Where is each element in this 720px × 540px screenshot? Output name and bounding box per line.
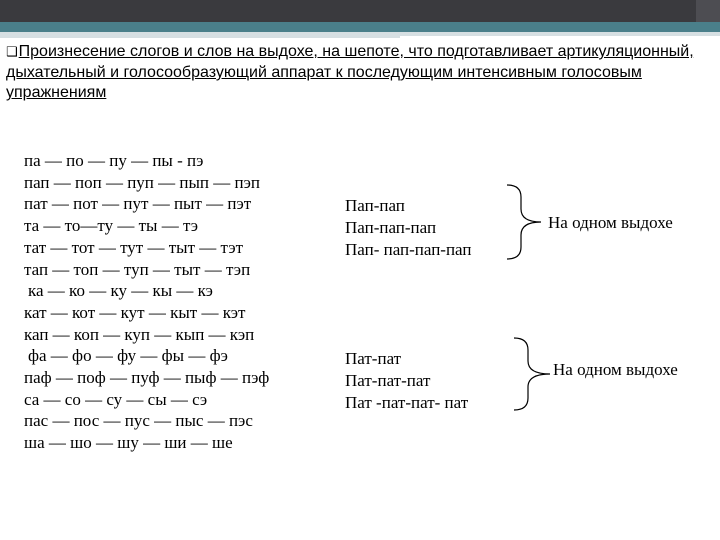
slide-heading	[6, 42, 706, 103]
title-bar-teal-stripe	[0, 22, 720, 32]
title-bar-corner	[696, 0, 720, 22]
syllable-line: са — со — су — сы — сэ	[24, 389, 208, 409]
syllable-line: паф — поф — пуф — пыф — пэф	[24, 368, 270, 388]
right-brace-icon	[505, 183, 545, 261]
syllable-line: тат — тот — тут — тыт — тэт	[24, 237, 244, 257]
syllable-line: та — то—ту — ты — тэ	[24, 216, 199, 236]
title-bar-dark	[0, 0, 720, 22]
syllable-line: пас — пос — пус — пыс — пэс	[24, 411, 253, 431]
word-group-line: Пат-пат-пат	[345, 371, 431, 390]
word-group-line: Пап-пап	[345, 196, 405, 215]
syllable-line: тап — топ — туп — тыт — тэп	[24, 259, 251, 279]
word-group-line: Пап- пап-пап-пап	[345, 240, 472, 259]
title-bar-highlight-line	[400, 36, 720, 38]
syllable-line: кат — кот — кут — кыт — кэт	[24, 302, 246, 322]
syllable-line: ка — ко — ку — кы — кэ	[28, 281, 213, 301]
slide-heading-text: Произнесение слогов и слов на выдохе, на шепоте, что подготавливает артикуляционный, дыхательный и голосообразующий аппарат к последующим интенсивным голосовым упражнениям	[6, 43, 694, 101]
word-group-line: Пат -пат-пат- пат	[345, 393, 469, 412]
syllable-line: па — по — пу — пы - пэ	[24, 151, 204, 170]
syllable-list	[24, 150, 269, 454]
syllable-line: пап — поп — пуп — пып — пэп	[24, 172, 261, 192]
syllable-line: фа — фо — фу — фы — фэ	[28, 346, 228, 366]
word-group-line: Пап-пап-пап	[345, 218, 437, 237]
syllable-line: пат — пот — пут — пыт — пэт	[24, 194, 252, 214]
checkbox-bullet-icon: ❑	[6, 45, 18, 60]
group-note-pat: На одном выдохе	[553, 360, 678, 379]
word-group-pat	[345, 348, 468, 414]
syllable-line: ша — шо — шу — ши — ше	[24, 433, 233, 453]
syllable-line: кап — коп — куп — кып — кэп	[24, 324, 255, 344]
right-brace-icon	[512, 336, 554, 412]
group-note-pap: На одном выдохе	[548, 213, 673, 232]
word-group-line: Пат-пат	[345, 349, 402, 368]
word-group-pap	[345, 195, 471, 261]
